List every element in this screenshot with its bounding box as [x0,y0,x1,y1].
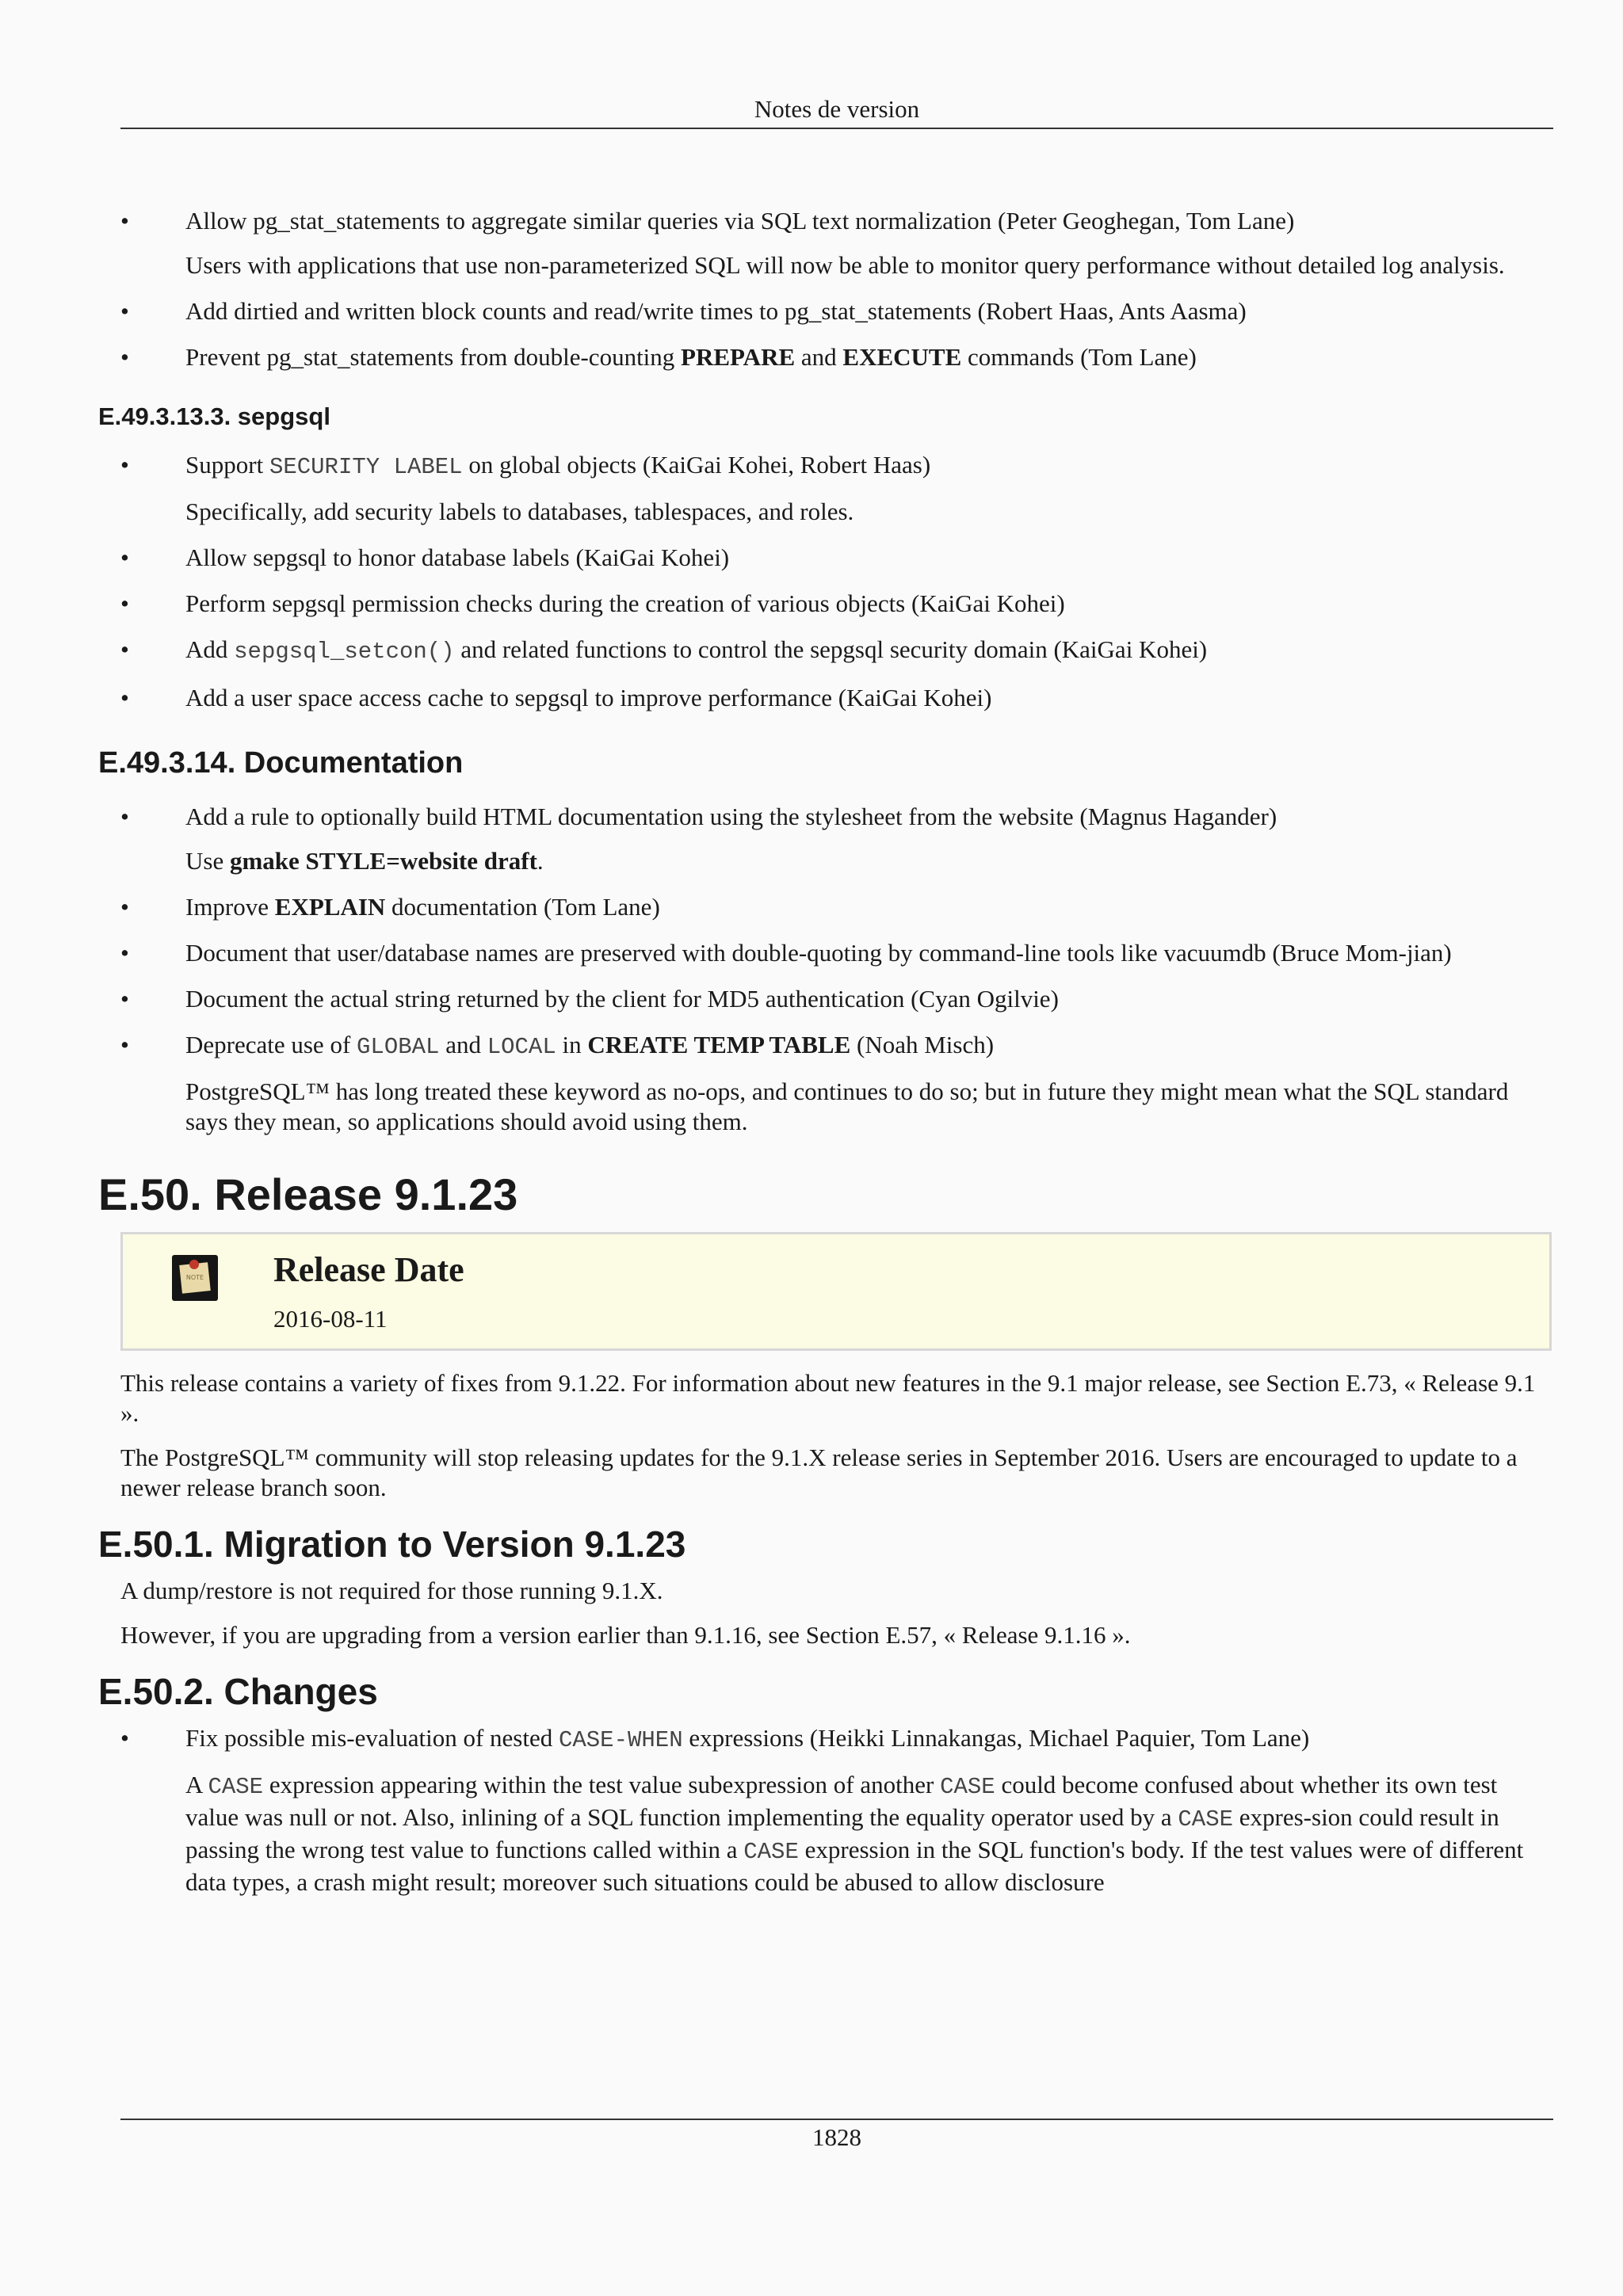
list-item: • Document the actual string returned by the client for MD5 authentication (Cyan Ogilvie) [120,984,1556,1014]
section-heading-documentation: E.49.3.14. Documentation [98,746,464,780]
release-date-note [120,1232,1552,1351]
header-rule [120,128,1553,129]
paragraph: A dump/restore is not required for those running 9.1.X. [120,1577,663,1604]
list-item: • Add sepgsql_setcon() and related functions to control the sepgsql security domain (KaiGai Kohei) [120,635,1556,667]
note-title: Release Date [273,1250,464,1289]
list-item: • Deprecate use of GLOBAL and LOCAL in CREATE TEMP TABLE (Noah Misch) PostgreSQL™ has long treated these keyword as no-ops, and continues to do so; but in future they might mean what the SQL standard says they mean, so applications should avoid using them. [120,1030,1556,1137]
release-date-value: 2016-08-11 [273,1305,388,1333]
list-item: • Add a rule to optionally build HTML documentation using the stylesheet from the website (Magnus Hagander) Use gmake STYLE=website draft. [120,802,1556,876]
page-number: 1828 [812,2123,861,2151]
list-item: • Allow pg_stat_statements to aggregate similar queries via SQL text normalization (Peter Geoghegan, Tom Lane) Users with applications that use non-parameterized SQL will now be able to monitor query performance without detailed log analysis. [120,206,1556,280]
running-header: Notes de version [754,95,920,123]
list-item: • Add a user space access cache to sepgsql to improve performance (KaiGai Kohei) [120,683,1556,713]
paragraph: However, if you are upgrading from a version earlier than 9.1.16, see Section E.57, « Release 9.1.16 ». [120,1621,1131,1649]
paragraph: The PostgreSQL™ community will stop releasing updates for the 9.1.X release series in September 2016. Users are encouraged to update to a newer release branch soon. [120,1444,1518,1501]
list-item: • Perform sepgsql permission checks during the creation of various objects (KaiGai Kohei) [120,589,1556,619]
list-item: • Add dirtied and written block counts and read/write times to pg_stat_statements (Robert Haas, Ants Aasma) [120,296,1556,326]
list-item: • Fix possible mis-evaluation of nested CASE-WHEN expressions (Heikki Linnakangas, Michael Paquier, Tom Lane) A CASE expression appearing within the test value subexpression of another CASE could become confused about whether its own test value was null or not. Also, inlining of a SQL function implementing the equality operator used by a CASE expres-sion could result in passing the wrong test value to functions called within a CASE expression in the SQL function's body. If the test values were of different data types, a crash might result; moreover such situations could be abused to allow disclosure [120,1723,1556,1897]
list-item: • Document that user/database names are preserved with double-quoting by command-line tools like vacuumdb (Bruce Mom-jian) [120,938,1556,968]
section-heading-migration: E.50.1. Migration to Version 9.1.23 [98,1524,686,1565]
release-heading: E.50. Release 9.1.23 [98,1169,518,1219]
paragraph: This release contains a variety of fixes from 9.1.22. For information about new features in the 9.1 major release, see Section E.73, « Release 9.1 ». [120,1369,1536,1427]
section-heading-sepgsql: E.49.3.13.3. sepgsql [98,402,330,430]
list-item: • Support SECURITY LABEL on global objects (KaiGai Kohei, Robert Haas) Specifically, add security labels to databases, tablespaces, and roles. [120,450,1556,527]
list-item: • Improve EXPLAIN documentation (Tom Lane) [120,892,1556,922]
page-content [98,206,1556,1913]
section-heading-changes: E.50.2. Changes [98,1671,378,1712]
list-item: • Allow sepgsql to honor database labels (KaiGai Kohei) [120,543,1556,573]
note-icon: NOTE [172,1255,218,1301]
list-item: • Prevent pg_stat_statements from double-counting PREPARE and EXECUTE commands (Tom Lane) [120,342,1556,372]
